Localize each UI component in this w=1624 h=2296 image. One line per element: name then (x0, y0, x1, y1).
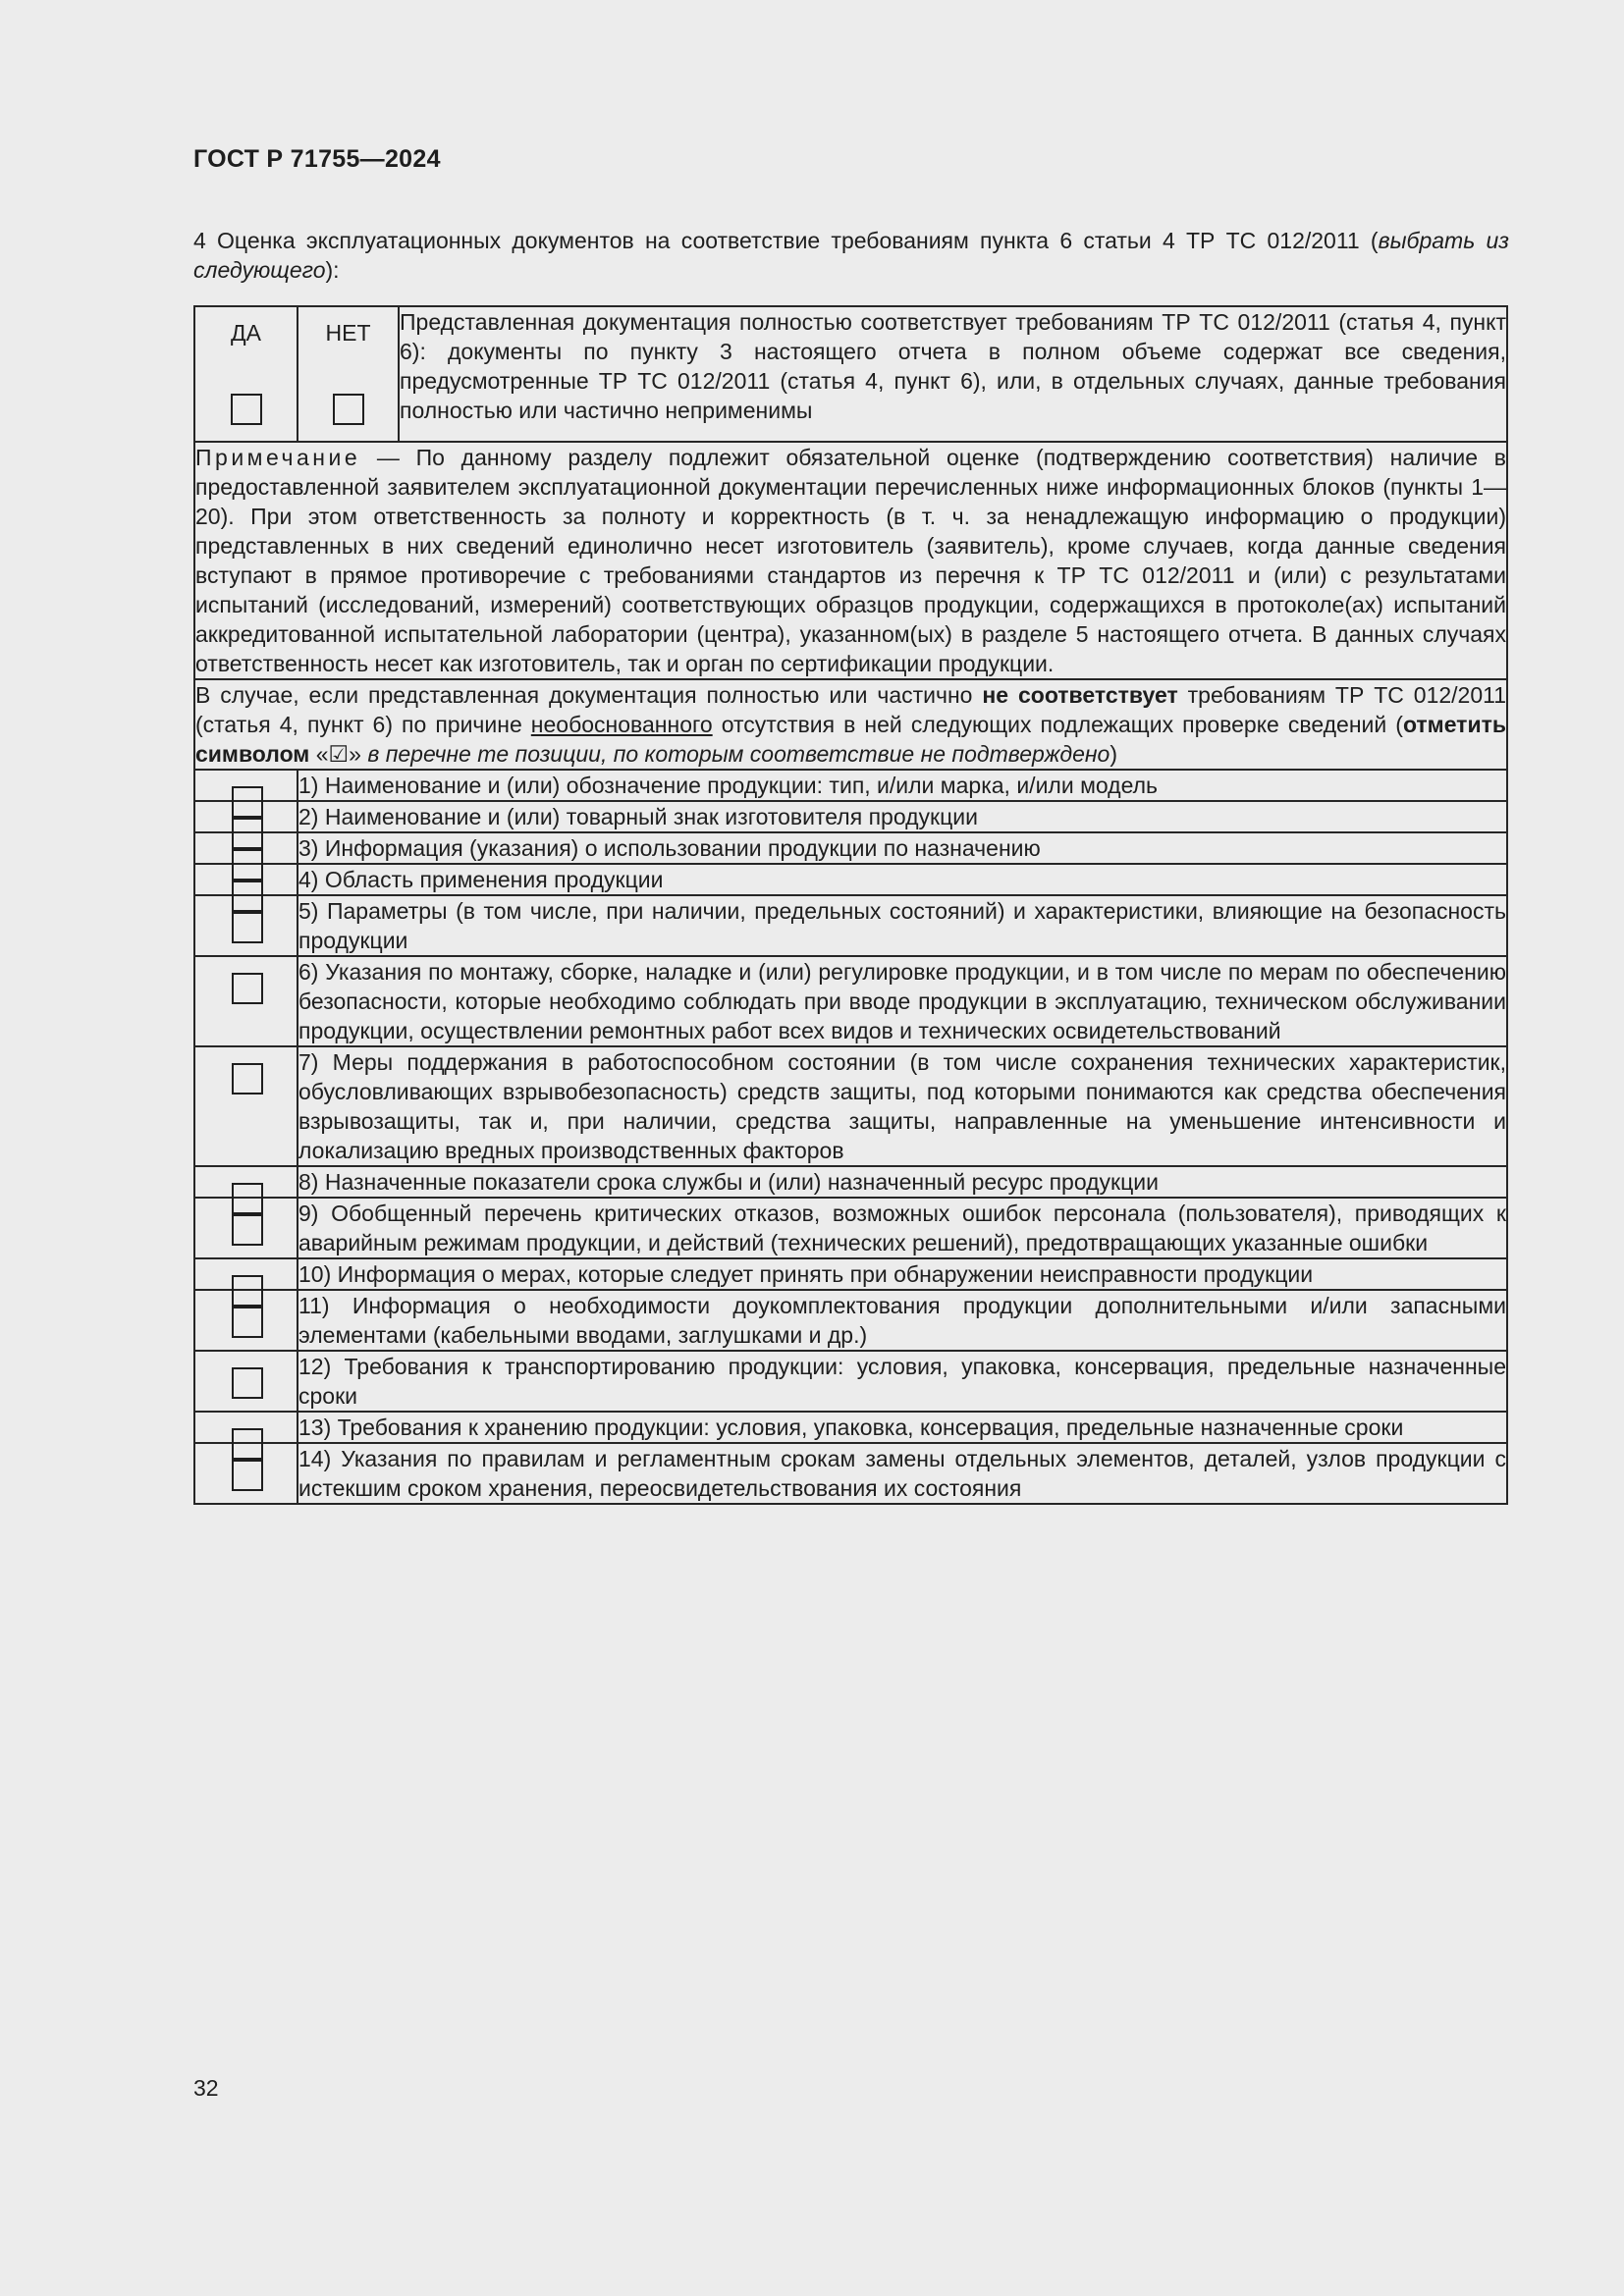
item-check-cell (194, 1166, 298, 1198)
item-text-14: 14) Указания по правилам и регламентным срокам замены отдельных элементов, деталей, узлов продукции с истекшим сроком хранения, переосвидетельствования их состояния (298, 1443, 1507, 1504)
checklist-item-14 (194, 1443, 1507, 1504)
instruction-italic: в перечне те позиции, по которым соответствие не подтверждено (367, 741, 1110, 767)
checklist-item-5 (194, 895, 1507, 956)
item-check-cell (194, 1351, 298, 1412)
item-check-cell (194, 895, 298, 956)
no-cell (298, 306, 399, 442)
item-check-cell (194, 1443, 298, 1504)
item-checkbox-11[interactable] (232, 1307, 263, 1338)
note-row (194, 442, 1507, 679)
item-checkbox-12[interactable] (232, 1367, 263, 1399)
conformity-form-table (193, 305, 1508, 1505)
checklist-item-12 (194, 1351, 1507, 1412)
item-check-cell (194, 1412, 298, 1443)
item-text-5: 5) Параметры (в том числе, при наличии, предельных состояний) и характеристики, влияющие на безопасность продукции (298, 895, 1507, 956)
yes-checkbox[interactable] (231, 394, 262, 425)
no-checkbox[interactable] (333, 394, 364, 425)
checklist-item-8 (194, 1166, 1507, 1198)
decision-row (194, 306, 1507, 442)
no-label: НЕТ (325, 320, 371, 346)
checklist-item-9 (194, 1198, 1507, 1258)
document-header: ГОСТ Р 71755—2024 (193, 145, 441, 173)
item-text-2: 2) Наименование и (или) товарный знак изготовителя продукции (298, 801, 1507, 832)
item-check-cell (194, 864, 298, 895)
instruction-bold-2: отметить символом (195, 712, 1506, 767)
instruction-bold-1: не соответствует (982, 682, 1178, 708)
instruction-text-5: ) (1110, 741, 1118, 767)
note-text: — По данному разделу подлежит обязательной оценке (подтверждению соответствия) наличие в предоставленной заявителем эксплуатационной документации перечисленных ниже информационных блоков (пункты 1—20). При этом ответственность за полноту и корректность (в т. ч. за ненадлежащую информацию о продукции) представленных в них сведений единолично несет изготовитель (заявитель), кроме случаев, когда данные сведения вступают в прямое противоречие с требованиями стандартов из перечня к ТР ТС 012/2011 и (или) с результатами испытаний (исследований, измерений) соответствующих образцов продукции, содержащихся в протоколе(ах) испытаний аккредитованной испытательной лаборатории (центра), указанном(ых) в разделе 5 настоящего отчета. В данных случаях ответственность несет как изготовитель, так и орган по сертификации продукции. (195, 445, 1506, 676)
intro-end: ): (325, 257, 340, 283)
checklist-item-7 (194, 1046, 1507, 1166)
item-check-cell (194, 1258, 298, 1290)
item-text-12: 12) Требования к транспортированию продукции: условия, упаковка, консервация, предельные назначенные сроки (298, 1351, 1507, 1412)
item-checkbox-9[interactable] (232, 1214, 263, 1246)
item-checkbox-14[interactable] (232, 1460, 263, 1491)
item-text-10: 10) Информация о мерах, которые следует принять при обнаружении неисправности продукции (298, 1258, 1507, 1290)
checklist-item-3 (194, 832, 1507, 864)
checklist-item-4 (194, 864, 1507, 895)
checklist-item-10 (194, 1258, 1507, 1290)
checklist-item-13 (194, 1412, 1507, 1443)
item-text-6: 6) Указания по монтажу, сборке, наладке и (или) регулировке продукции, и в том числе по мерам по обеспечению безопасности, которые необходимо соблюдать при вводе продукции в эксплуатацию, техническом обслуживании продукции, осуществлении ремонтных работ всех видов и технических освидетельствований (298, 956, 1507, 1046)
instruction-text-2: требованиям ТР ТС 012/2011 (статья 4, пункт 6) по причине (195, 682, 1507, 737)
item-check-cell (194, 801, 298, 832)
item-checkbox-6[interactable] (232, 973, 263, 1004)
instruction-text-4: «☑» (309, 741, 368, 767)
instruction-row (194, 679, 1507, 770)
instruction-text-1: В случае, если представленная документация полностью или частично (195, 682, 983, 708)
item-text-13: 13) Требования к хранению продукции: условия, упаковка, консервация, предельные назначенные сроки (298, 1412, 1507, 1443)
intro-italic: выбрать из следующего (193, 228, 1510, 283)
item-checkbox-5[interactable] (232, 912, 263, 943)
decision-text: Представленная документация полностью соответствует требованиям ТР ТС 012/2011 (статья 4, пункт 6): документы по пункту 3 настоящего отчета в полном объеме содержат все сведения, предусмотренные ТР ТС 012/2011 (статья 4, пункт 6), или, в отдельных случаях, данные требования полностью или частично неприменимы (399, 306, 1507, 442)
item-check-cell (194, 1046, 298, 1166)
item-text-11: 11) Информация о необходимости доукомплектования продукции дополнительными и/или запасными элементами (кабельными вводами, заглушками и др.) (298, 1290, 1507, 1351)
instruction-cell (194, 679, 1507, 770)
instruction-underline: необоснованного (530, 712, 713, 737)
item-text-4: 4) Область применения продукции (298, 864, 1507, 895)
item-check-cell (194, 770, 298, 801)
note-cell (194, 442, 1507, 679)
page-number: 32 (193, 2075, 219, 2101)
item-check-cell (194, 1198, 298, 1258)
item-checkbox-7[interactable] (232, 1063, 263, 1095)
item-text-3: 3) Информация (указания) о использовании продукции по назначению (298, 832, 1507, 864)
item-text-1: 1) Наименование и (или) обозначение продукции: тип, и/или марка, и/или модель (298, 770, 1507, 801)
intro-text: 4 Оценка эксплуатационных документов на соответствие требованиям пункта 6 статьи 4 ТР ТС 012/2011 ( (193, 228, 1379, 253)
yes-cell (194, 306, 298, 442)
checklist-item-11 (194, 1290, 1507, 1351)
item-check-cell (194, 832, 298, 864)
checklist-item-6 (194, 956, 1507, 1046)
item-text-7: 7) Меры поддержания в работоспособном состоянии (в том числе сохранения технических характеристик, обусловливающих взрывобезопасность) средств защиты, под которыми понимаются как средства обеспечения взрывозащиты, так и, при наличии, средства защиты, направленные на уменьшение интенсивности и локализацию вредных производственных факторов (298, 1046, 1507, 1166)
section-intro (193, 226, 1509, 285)
checklist-item-1 (194, 770, 1507, 801)
yes-label: ДА (231, 320, 261, 346)
checklist-item-2 (194, 801, 1507, 832)
note-label: Примечание (195, 445, 361, 470)
instruction-text-3: отсутствия в ней следующих подлежащих проверке сведений ( (712, 712, 1403, 737)
item-check-cell (194, 1290, 298, 1351)
item-text-8: 8) Назначенные показатели срока службы и (или) назначенный ресурс продукции (298, 1166, 1507, 1198)
item-check-cell (194, 956, 298, 1046)
item-text-9: 9) Обобщенный перечень критических отказов, возможных ошибок персонала (пользователя), приводящих к аварийным режимам продукции, и действий (технических решений), предотвращающих указанные ошибки (298, 1198, 1507, 1258)
